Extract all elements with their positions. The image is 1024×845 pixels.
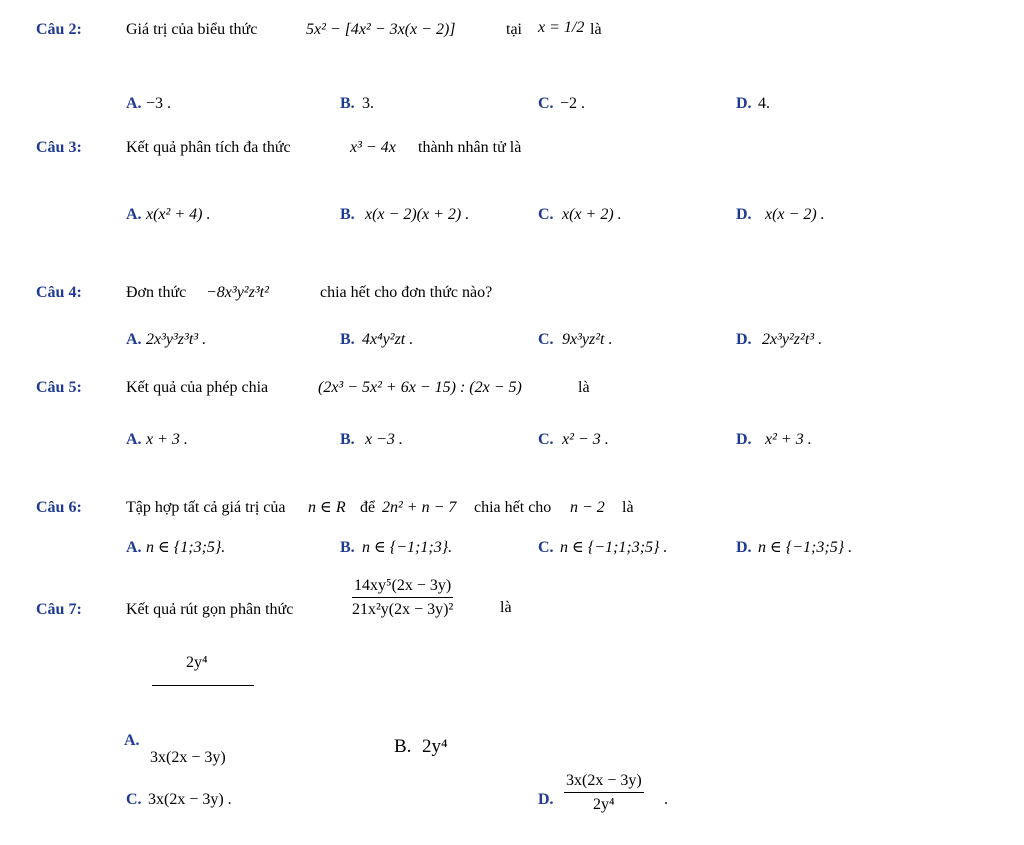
question-2-label: Câu 2: — [36, 21, 82, 38]
q4-option-b[interactable]: 4x⁴y²zt . — [362, 331, 414, 348]
q4-option-a[interactable]: 2x³y³z³t³ . — [146, 331, 207, 348]
q7-option-d[interactable] — [564, 773, 644, 813]
question-6-expression: 2n² + n − 7 — [382, 499, 457, 516]
q7-option-d-numerator: 3x(2x − 3y) — [564, 773, 644, 793]
q7-option-b-letter: B. — [394, 736, 412, 757]
question-4-expression: −8x³y²z³t² — [206, 284, 269, 301]
q7-option-c-letter: C. — [126, 791, 142, 808]
q6-option-c[interactable]: n ∈ {−1;1;3;5} . — [560, 539, 668, 556]
q6-option-b-letter: B. — [340, 539, 355, 556]
q7-option-a-letter: A. — [124, 732, 140, 749]
question-4-prompt-prefix: Đơn thức — [126, 284, 187, 301]
question-4-label: Câu 4: — [36, 284, 82, 301]
question-7-fraction — [352, 578, 453, 618]
q2-option-a[interactable]: −3 . — [146, 95, 172, 112]
question-7-prompt-prefix: Kết quả rút gọn phân thức — [126, 601, 294, 618]
q4-option-a-letter: A. — [126, 331, 142, 348]
question-5-expression: (2x³ − 5x² + 6x − 15) : (2x − 5) — [318, 379, 522, 396]
q5-option-a[interactable]: x + 3 . — [146, 431, 188, 448]
q6-option-d-letter: D. — [736, 539, 752, 556]
question-6-prompt-prefix: Tập hợp tất cả giá trị của — [126, 499, 286, 516]
question-3-label: Câu 3: — [36, 139, 82, 156]
question-2-prompt-mid: tại — [506, 21, 522, 38]
q2-option-d-letter: D. — [736, 95, 752, 112]
question-6-set: n ∈ R — [308, 499, 346, 516]
question-7-numerator: 14xy⁵(2x − 3y) — [352, 578, 453, 598]
q4-option-c[interactable]: 9x³yz²t . — [562, 331, 613, 348]
q4-option-d-letter: D. — [736, 331, 752, 348]
q5-option-d[interactable]: x² + 3 . — [765, 431, 812, 448]
q6-option-a-letter: A. — [126, 539, 142, 556]
q6-option-b[interactable]: n ∈ {−1;1;3}. — [362, 539, 453, 556]
q3-option-a[interactable]: x(x² + 4) . — [146, 206, 211, 223]
q7-option-d-suffix: . — [664, 791, 668, 808]
q3-option-a-letter: A. — [126, 206, 142, 223]
q7-option-a-numerator[interactable]: 2y⁴ — [186, 654, 208, 671]
question-6-label: Câu 6: — [36, 499, 82, 516]
q3-option-b-letter: B. — [340, 206, 355, 223]
question-3-prompt-suffix: thành nhân tử là — [418, 139, 522, 156]
question-4-prompt-suffix: chia hết cho đơn thức nào? — [320, 284, 493, 301]
question-2-prompt-suffix: là — [590, 21, 602, 38]
q5-option-a-letter: A. — [126, 431, 142, 448]
question-2-expression: 5x² − [4x² − 3x(x − 2)] — [306, 21, 456, 38]
q3-option-d[interactable]: x(x − 2) . — [765, 206, 825, 223]
q6-option-a[interactable]: n ∈ {1;3;5}. — [146, 539, 226, 556]
q5-option-d-letter: D. — [736, 431, 752, 448]
q4-option-c-letter: C. — [538, 331, 554, 348]
q3-option-c-letter: C. — [538, 206, 554, 223]
q2-option-c[interactable]: −2 . — [560, 95, 586, 112]
q5-option-c-letter: C. — [538, 431, 554, 448]
question-7-label: Câu 7: — [36, 601, 82, 618]
q7-option-d-denominator: 2y⁴ — [593, 796, 615, 813]
question-7-denominator: 21x²y(2x − 3y)² — [352, 601, 454, 618]
q4-option-b-letter: B. — [340, 331, 355, 348]
question-2-prompt-prefix: Giá trị của biểu thức — [126, 21, 258, 38]
q6-option-c-letter: C. — [538, 539, 554, 556]
question-7-prompt-suffix: là — [500, 599, 512, 616]
q7-option-d-letter: D. — [538, 791, 554, 808]
q2-option-c-letter: C. — [538, 95, 554, 112]
q5-option-b[interactable]: x −3 . — [365, 431, 403, 448]
q5-option-c[interactable]: x² − 3 . — [562, 431, 609, 448]
q6-option-d[interactable]: n ∈ {−1;3;5} . — [758, 539, 853, 556]
q7-option-b[interactable]: 2y⁴ — [422, 736, 448, 757]
q7-option-a-fraction-bar — [152, 685, 254, 686]
q2-option-b-letter: B. — [340, 95, 355, 112]
q3-option-c[interactable]: x(x + 2) . — [562, 206, 622, 223]
question-6-prompt-mid: để — [360, 499, 376, 516]
q2-option-d[interactable]: 4. — [758, 95, 770, 112]
question-5-prompt-prefix: Kết quả của phép chia — [126, 379, 269, 396]
question-5-prompt-suffix: là — [578, 379, 590, 396]
question-3-prompt-prefix: Kết quả phân tích đa thức — [126, 139, 291, 156]
q4-option-d[interactable]: 2x³y²z²t³ . — [762, 331, 823, 348]
q3-option-d-letter: D. — [736, 206, 752, 223]
question-6-prompt-suffix: là — [622, 499, 634, 516]
q2-option-a-letter: A. — [126, 95, 142, 112]
q5-option-b-letter: B. — [340, 431, 355, 448]
question-6-divisor: n − 2 — [570, 499, 605, 516]
question-5-label: Câu 5: — [36, 379, 82, 396]
q7-option-a-denominator[interactable]: 3x(2x − 3y) — [150, 749, 226, 766]
q3-option-b[interactable]: x(x − 2)(x + 2) . — [365, 206, 470, 223]
question-6-prompt-mid2: chia hết cho — [474, 499, 552, 516]
question-3-expression: x³ − 4x — [350, 139, 396, 156]
question-2-condition: x = 1/2 — [538, 19, 585, 36]
q2-option-b[interactable]: 3. — [362, 95, 374, 112]
q7-option-c[interactable]: 3x(2x − 3y) . — [148, 791, 232, 808]
